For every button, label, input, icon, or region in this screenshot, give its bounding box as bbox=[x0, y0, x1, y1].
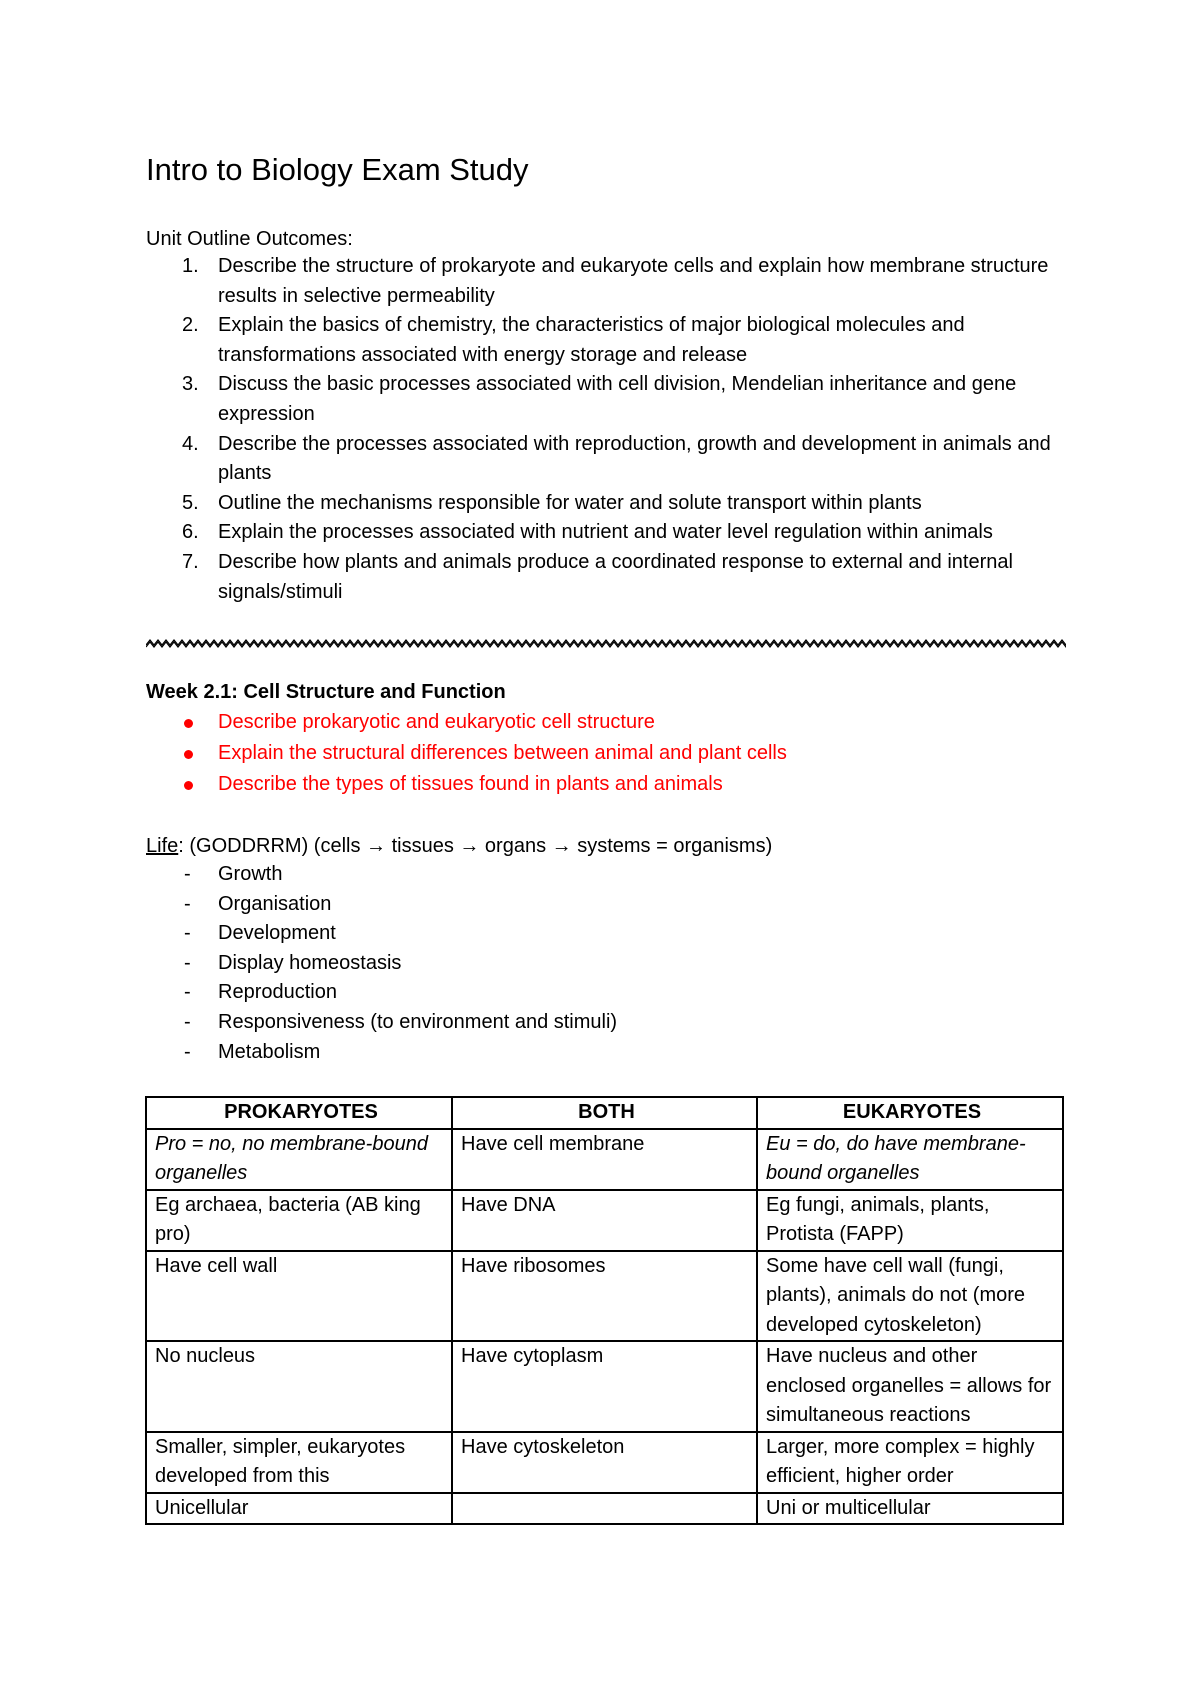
table-cell: Eg archaea, bacteria (AB king pro) bbox=[146, 1190, 452, 1251]
table-cell: Eg fungi, animals, plants, Protista (FAPP) bbox=[757, 1190, 1063, 1251]
dash-icon: - bbox=[184, 951, 191, 974]
life-summary: : (GODDRRM) (cells → tissues → organs → systems = organisms) bbox=[178, 835, 773, 857]
table-cell: Have DNA bbox=[452, 1190, 757, 1251]
outcome-item bbox=[146, 311, 1066, 370]
outcome-text: Describe the processes associated with reproduction, growth and development in animals and plants bbox=[218, 432, 1051, 485]
characteristic-text: Responsiveness (to environment and stimuli) bbox=[218, 1010, 618, 1033]
life-characteristics-list bbox=[146, 860, 617, 1067]
characteristic-text: Display homeostasis bbox=[218, 951, 402, 974]
table-row bbox=[146, 1493, 1063, 1525]
learning-objectives-list bbox=[146, 707, 787, 800]
table-header-row bbox=[146, 1097, 1063, 1129]
outcome-number: 7. bbox=[182, 550, 199, 573]
table-cell: Have cytoplasm bbox=[452, 1341, 757, 1432]
dash-icon: - bbox=[184, 892, 191, 915]
outcome-item bbox=[146, 252, 1066, 311]
outcome-text: Describe how plants and animals produce a coordinated response to external and internal signals/stimuli bbox=[218, 550, 1013, 603]
characteristic-item bbox=[146, 1038, 617, 1068]
life-word: Life bbox=[146, 835, 179, 857]
outcome-number: 2. bbox=[182, 314, 199, 337]
objective-text: Describe the types of tissues found in plants and animals bbox=[218, 773, 723, 795]
table-cell: Have ribosomes bbox=[452, 1251, 757, 1342]
outcome-item bbox=[146, 548, 1066, 607]
outcome-item bbox=[146, 489, 1066, 519]
characteristic-item bbox=[146, 949, 617, 979]
outcome-number: 3. bbox=[182, 373, 199, 396]
outcome-number: 1. bbox=[182, 255, 199, 277]
characteristic-item bbox=[146, 860, 617, 890]
bullet-icon bbox=[184, 719, 193, 728]
bullet-icon bbox=[184, 750, 193, 759]
outcome-text: Discuss the basic processes associated with cell division, Mendelian inheritance and gene expression bbox=[218, 373, 1017, 425]
table-cell: Have cell membrane bbox=[452, 1129, 757, 1190]
table-cell: Have nucleus and other enclosed organelles = allows for simultaneous reactions bbox=[757, 1341, 1063, 1432]
table-cell: Some have cell wall (fungi, plants), animals do not (more developed cytoskeleton) bbox=[757, 1251, 1063, 1342]
table-cell: Uni or multicellular bbox=[757, 1493, 1063, 1525]
characteristic-item bbox=[146, 890, 617, 920]
dash-icon: - bbox=[184, 922, 191, 945]
table-row bbox=[146, 1341, 1063, 1432]
outcome-item bbox=[146, 518, 1066, 548]
table-cell: Have cytoskeleton bbox=[452, 1432, 757, 1493]
table-cell: Smaller, simpler, eukaryotes developed from this bbox=[146, 1432, 452, 1493]
characteristic-text: Growth bbox=[218, 863, 283, 885]
dash-icon: - bbox=[184, 1040, 191, 1063]
table-cell: No nucleus bbox=[146, 1341, 452, 1432]
table-row bbox=[146, 1432, 1063, 1493]
objective-item bbox=[146, 707, 787, 738]
outcome-text: Outline the mechanisms responsible for water and solute transport within plants bbox=[218, 491, 922, 514]
table-cell bbox=[452, 1493, 757, 1525]
outcomes-list bbox=[146, 252, 1066, 607]
table-cell: Eu = do, do have membrane-bound organelles bbox=[757, 1129, 1063, 1190]
outcome-text: Describe the structure of prokaryote and eukaryote cells and explain how membrane structure results in selective permeability bbox=[218, 255, 1049, 307]
table-row bbox=[146, 1251, 1063, 1342]
outcome-text: Explain the processes associated with nutrient and water level regulation within animals bbox=[218, 521, 993, 544]
characteristic-text: Organisation bbox=[218, 892, 332, 915]
dash-icon: - bbox=[184, 981, 191, 1004]
outcome-text: Explain the basics of chemistry, the characteristics of major biological molecules and transformations associated with energy storage and release bbox=[218, 314, 965, 366]
objective-text: Explain the structural differences between animal and plant cells bbox=[218, 742, 787, 764]
objective-text: Describe prokaryotic and eukaryotic cell structure bbox=[218, 711, 655, 733]
objective-item bbox=[146, 769, 787, 800]
outcome-item bbox=[146, 430, 1066, 489]
characteristic-text: Development bbox=[218, 922, 336, 945]
comparison-table bbox=[145, 1096, 1064, 1525]
outcome-number: 5. bbox=[182, 491, 199, 514]
characteristic-item bbox=[146, 1008, 617, 1038]
table-row bbox=[146, 1190, 1063, 1251]
bullet-icon bbox=[184, 781, 193, 790]
table-cell: Unicellular bbox=[146, 1493, 452, 1525]
table-cell: Have cell wall bbox=[146, 1251, 452, 1342]
outcome-number: 4. bbox=[182, 432, 199, 455]
objective-item bbox=[146, 738, 787, 769]
header-both: BOTH bbox=[452, 1097, 757, 1129]
header-prokaryotes: PROKARYOTES bbox=[146, 1097, 452, 1129]
characteristic-text: Metabolism bbox=[218, 1040, 321, 1063]
dash-icon: - bbox=[184, 1010, 191, 1033]
wavy-divider bbox=[146, 638, 1066, 648]
page-title: Intro to Biology Exam Study bbox=[146, 152, 529, 187]
unit-outline-label: Unit Outline Outcomes: bbox=[146, 228, 353, 250]
header-eukaryotes: EUKARYOTES bbox=[757, 1097, 1063, 1129]
life-definition bbox=[146, 832, 772, 860]
characteristic-item bbox=[146, 978, 617, 1008]
characteristic-item bbox=[146, 919, 617, 949]
week-heading: Week 2.1: Cell Structure and Function bbox=[146, 681, 506, 703]
table-cell: Pro = no, no membrane-bound organelles bbox=[146, 1129, 452, 1190]
characteristic-text: Reproduction bbox=[218, 981, 337, 1004]
outcome-item bbox=[146, 370, 1066, 429]
table-cell: Larger, more complex = highly efficient, higher order bbox=[757, 1432, 1063, 1493]
outcome-number: 6. bbox=[182, 521, 199, 544]
dash-icon: - bbox=[184, 863, 191, 885]
table-row bbox=[146, 1129, 1063, 1190]
